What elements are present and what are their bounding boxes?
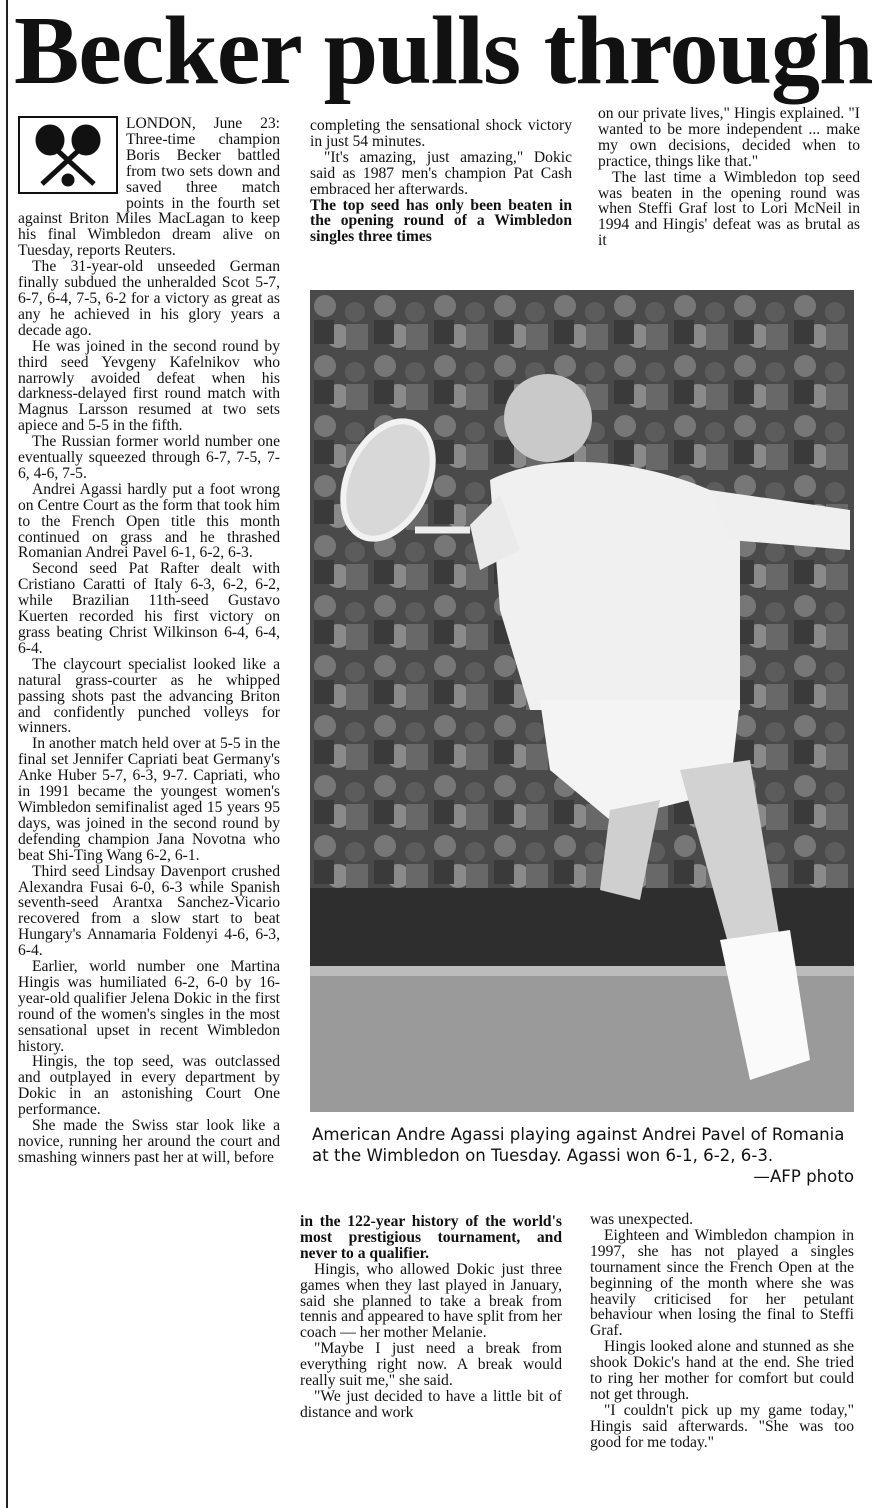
headline: Becker pulls through <box>14 0 873 105</box>
paragraph: was unexpected. <box>590 1211 694 1228</box>
column-2-top <box>310 118 572 245</box>
column-1 <box>18 116 280 1166</box>
paragraph: on our private lives," Hingis explained. "I wanted to be more independent ... make my own decisions, decided when to practice, things like that." <box>598 105 860 170</box>
paragraph: Andrei Agassi hardly put a foot wrong on Centre Court as the form that took him to the French Open title this month continued on grass and he thrashed Romanian Andrei Pavel 6-1, 6-2, 6-3. <box>18 480 280 562</box>
paragraph: In another match held over at 5-5 in the final set Jennifer Capriati beat Germany's Anke Huber 5-7, 6-3, 9-7. Capriati, who in 1991 became the youngest women's Wimbledon semifinalist aged 15 years 95 days, was joined in the second round by defending champion Jana Novotna who beat Shi-Ting Wang 6-2, 6-1. <box>18 735 280 864</box>
agassi-photo <box>310 290 854 1112</box>
article-lead: LONDON, June 23: Three-time champion Boris Becker battled from two sets down and saved three match points in the fourth set against Briton Miles MacLagan to keep his final Wimbledon dream alive on Tuesday, reports Reuters. <box>18 115 280 260</box>
paragraph: He was joined in the second round by third seed Yevgeny Kafelnikov who narrowly avoided defeat when his darkness-delayed first round match with Magnus Larsson resumed at two sets apiece and 5-5 in the fifth. <box>18 337 280 435</box>
column-3-top <box>598 106 860 249</box>
pull-quote: The top seed has only been beaten in the opening round of a Wimbledon singles three times <box>310 196 572 246</box>
paragraph: "I couldn't pick up my game today," Hingis said afterwards. "She was too good for me today." <box>590 1401 854 1451</box>
paragraph: completing the sensational shock victory in just 54 minutes. <box>310 117 572 150</box>
column-3-bottom <box>590 1212 854 1451</box>
paragraph: The 31-year-old unseeded German finally subdued the unheralded Scot 5-7, 6-7, 6-4, 7-5, 6-2 for a victory as great as any he achieved in his glory years a decade ago. <box>18 258 280 339</box>
photo-credit: —AFP photo <box>753 1167 854 1186</box>
paragraph: The Russian former world number one eventually squeezed through 6-7, 7-5, 7-6, 4-6, 7-5. <box>18 433 280 482</box>
column-2-bottom <box>300 1214 562 1421</box>
tennis-rackets-icon <box>18 116 118 194</box>
paragraph: Eighteen and Wimbledon champion in 1997, she has not played a singles tournament since the French Open at the beginning of the month where she was heavily criticised for her petulant behaviour when losing the final to Steffi Graf. <box>590 1226 854 1340</box>
paragraph: "Maybe I just need a break from everything right now. A break would really suit me," she said. <box>300 1340 562 1390</box>
photo-caption <box>312 1124 854 1187</box>
paragraph: The claycourt specialist looked like a natural grass-courter as he whipped passing shots past the advancing Briton and confidently punched volleys for winners. <box>18 655 280 737</box>
paragraph: Hingis looked alone and stunned as she shook Dokic's hand at the end. She tried to ring her mother for comfort but could not get through. <box>590 1338 854 1403</box>
paragraph: Hingis, the top seed, was outclassed and outplayed in every department by Dokic in an astonishing Court One performance. <box>18 1053 280 1119</box>
paragraph: Second seed Pat Rafter dealt with Cristiano Caratti of Italy 6-3, 6-2, 6-2, while Brazilian 11th-seed Gustavo Kuerten recorded his first victory on grass beating Christ Wilkinson 6-4, 6-4, 6-4. <box>18 560 280 657</box>
paragraph: She made the Swiss star look like a novice, running her around the court and smashing winners past her at will, before <box>18 1117 280 1166</box>
paragraph: Hingis, who allowed Dokic just three games when they last played in January, said she planned to take a break from tennis and appeared to have split from her coach — her mother Melanie. <box>300 1260 562 1342</box>
pull-quote-continued: in the 122-year history of the world's most prestigious tournament, and never to a qualifier. <box>300 1213 562 1262</box>
paragraph: "It's amazing, just amazing," Dokic said as 1987 men's champion Pat Cash embraced her afterwards. <box>310 148 572 198</box>
caption-text: American Andre Agassi playing against Andrei Pavel of Romania at the Wimbledon on Tuesday. Agassi won 6-1, 6-2, 6-3. <box>312 1125 845 1165</box>
paragraph: Earlier, world number one Martina Hingis was humiliated 6-2, 6-0 by 16-year-old qualifier Jelena Dokic in the first round of the women's singles in the most sensational upset in recent Wimbledon history. <box>18 958 280 1055</box>
paragraph: The last time a Wimbledon top seed was beaten in the opening round was when Steffi Graf lost to Lori McNeil in 1994 and Hingis' defeat was as brutal as it <box>598 168 860 250</box>
left-column-rule <box>6 0 8 1508</box>
paragraph: Third seed Lindsay Davenport crushed Alexandra Fusai 6-0, 6-3 while Spanish seventh-seed Arantxa Sanchez-Vicario recovered from a slow start to beat Hungary's Annamaria Foldenyi 4-6, 6-3, 6-4. <box>18 862 280 960</box>
paragraph: "We just decided to have a little bit of distance and work <box>300 1387 562 1421</box>
